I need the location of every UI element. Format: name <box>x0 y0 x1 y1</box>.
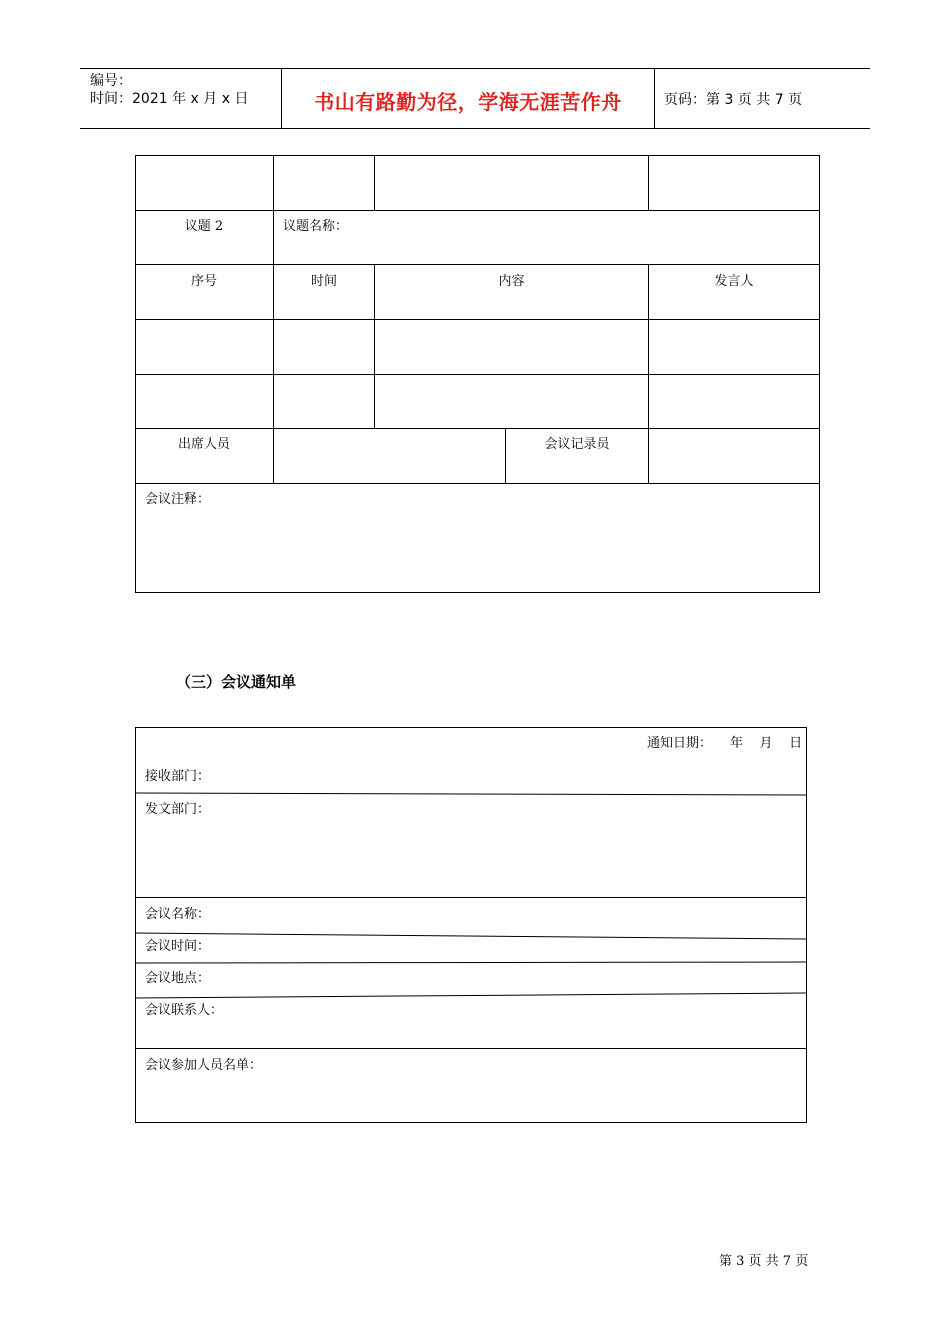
column-header-speaker: 发言人 <box>714 274 754 289</box>
sender-department-label: 发文部门： <box>145 802 211 817</box>
meeting-place-label: 会议地点： <box>145 971 211 986</box>
table-rule <box>648 155 649 210</box>
table-rule <box>135 993 806 998</box>
header-motto: 书山有路勤为径，学海无涯苦作舟 <box>314 90 622 114</box>
table-rule <box>135 483 820 484</box>
recorder-label: 会议记录员 <box>544 437 610 452</box>
notice-date <box>647 732 802 751</box>
meeting-notes-label: 会议注释： <box>145 492 211 507</box>
table-rule <box>374 155 375 210</box>
footer-page-number: 第 3 页 共 7 页 <box>719 1254 809 1269</box>
table-rule <box>135 592 820 593</box>
meeting-contact-label: 会议联系人： <box>145 1003 224 1018</box>
table-rule <box>135 210 820 211</box>
header-bottom-rule <box>80 128 870 129</box>
header-divider-right <box>654 68 655 128</box>
page-label: 页码： <box>664 92 706 108</box>
participants-list-label: 会议参加人员名单： <box>145 1058 263 1073</box>
agenda-number-label: 议题 2 <box>184 219 224 234</box>
meeting-time-label: 会议时间： <box>145 939 211 954</box>
table-rule <box>135 933 806 939</box>
meeting-notice-table <box>135 727 807 1124</box>
table-rule <box>819 155 820 593</box>
table-rule <box>648 264 649 483</box>
table-rule <box>135 962 806 963</box>
column-header-time: 时间 <box>310 274 337 289</box>
meeting-name-label: 会议名称： <box>145 907 211 922</box>
section-title-meeting-notice: （三）会议通知单 <box>176 673 297 691</box>
column-header-content: 内容 <box>498 274 525 289</box>
notice-date-value: 年 月 日 <box>730 736 803 751</box>
document-time <box>90 88 248 108</box>
table-rule <box>135 374 820 375</box>
agenda-name-label: 议题名称： <box>283 219 349 234</box>
header-top-rule <box>80 68 870 69</box>
table-rule <box>135 264 820 265</box>
receiver-department-label: 接收部门： <box>145 769 211 784</box>
table-rule <box>273 155 274 483</box>
header-page-number <box>664 89 802 109</box>
time-label: 时间： <box>90 91 132 107</box>
column-header-seq: 序号 <box>190 274 217 289</box>
table-rule <box>135 428 820 429</box>
table-rule <box>135 793 806 795</box>
meeting-record-table <box>135 155 820 593</box>
page-value: 第 3 页 共 7 页 <box>706 92 803 108</box>
time-value: 2021 年 x 月 x 日 <box>132 91 249 107</box>
table-rule <box>135 155 820 156</box>
document-number-label: 编号： <box>90 73 132 89</box>
table-rule <box>135 319 820 320</box>
attendees-label: 出席人员 <box>177 437 230 452</box>
notice-date-label: 通知日期： <box>647 736 713 751</box>
